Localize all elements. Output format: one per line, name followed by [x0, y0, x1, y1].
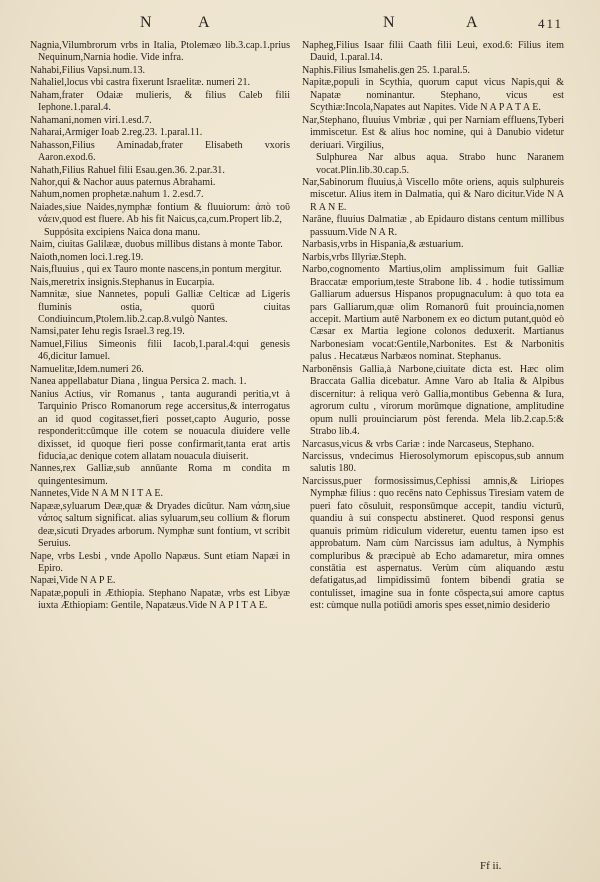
dictionary-entry: Nagnia,Vilumbrorum vrbs in Italia, Ptolemæo lib.3.cap.1.prius Nequinum,Narnia hodie. Vide infra.: [30, 40, 290, 64]
dictionary-entry: Nais,fluuius , qui ex Tauro monte nascens,in pontum mergitur.: [30, 264, 282, 276]
dictionary-entry: Nanea appellabatur Diana , lingua Persica 2. mach. 1.: [30, 376, 247, 388]
dictionary-entry: Narbonēnsis Gallia,à Narbone,ciuitate dicta est. Hæc olim Braccata Gallia dicebatur. Amne Varo ab Italia & Alpibus discernitur: à reliqua verò Gallia,montibus Gebenna & Iura, agrorum cultu , virorum morūmque dignatione, amplitudine opum nulli prouinciarum pòst ferenda. Mela lib.2.cap.5:& Strabo lib.4.: [302, 363, 564, 438]
header-letter: A: [466, 14, 480, 31]
dictionary-entry: Narcissus, vndecimus Hierosolymorum episcopus,sub annum salutis 180.: [302, 450, 564, 475]
dictionary-entry: Naioth,nomen loci.1.reg.19.: [30, 251, 144, 263]
dictionary-entry: Nahaliel,locus vbi castra fixerunt Israelitæ. numeri 21.: [30, 77, 251, 89]
dictionary-entry: Namuelitæ,Idem.numeri 26.: [30, 363, 144, 375]
dictionary-entry: Namsi,pater Iehu regis Israel.3 reg.19.: [30, 326, 185, 338]
dictionary-entry: Narcissus,puer formosissimus,Cephissi amnis,& Liriopes Nymphæ filius : quo recēns nato Cephissus Tiresiam vatem de pueri fato cōsuluit, responsūmque accepit, tandiu victurū, quandiu à sui conspectu abstineret. Quod responsi genus quanuis primùm ridiculum videretur, euentu tamen ipso est approbatum. Nam cùm Narcissus iam adultus, à Nymphis compluribus & præcipuè ab Echo adamaretur, mira omnes constātia est aspernatus. Verùm cùm aliquando æstu defatigatus,ad limpidissimū fontem bibendi gratia se contulisset, imagine sua in fonte cōspecta,sui amore captus est: cùmque nulla potiūdi amoris spes esset,nimio desiderio: [302, 475, 564, 612]
dictionary-entry: Narbo,cognomento Martius,olim amplissimum fuit Galliæ Braccatæ emporium,teste Strabone lib. 4 . hodie tutissimum Galliarum aduersus Hispanos propugnaculum: à quo tota ea pars Galliarum,quæ olim Romanorū fuit prouincia,nomen accepit. Martium autē Narbonem ex eo dictum putant,quòd eò Cæsar ex Martia legione colonos deduxerit. Martianus Narbonesiam vocat:Gentile,Narbonites. Est & Narbonitis palus . Hecatæus Narbæos nominat. Stephanus.: [302, 264, 564, 363]
dictionary-entry: Naham,frater Odaiæ mulieris, & filius Caleb filii Iephone.1.paral.4.: [30, 89, 290, 114]
dictionary-entry: Nar,Stephano, fluuius Vmbriæ , qui per Narniam effluens,Tyberi immiscetur. Est & alius hoc nomine, qui à Danubio videtur deriuari. Virgilius,: [302, 114, 564, 151]
dictionary-entry: Namuel,Filius Simeonis filii Iacob,1.paral.4:qui genesis 46,dicitur Iamuel.: [30, 338, 290, 363]
dictionary-entry: Napææ,syluarum Deæ,quæ & Dryades dicūtur. Nam νάπη,siue νάπος saltum significat. alias syluarum,seu collium & florum deæ,sicuti Dryades arborum. Nymphæ sunt fontium, vt scribit Seruius.: [30, 500, 290, 550]
dictionary-entry: Nahath,Filius Rahuel filii Esau.gen.36. 2.par.31.: [30, 164, 225, 176]
right-column: [302, 40, 564, 613]
dictionary-entry: Nahor,qui & Nachor auus paternus Abrahami.: [30, 176, 216, 188]
dictionary-entry: Namnitæ, siue Nannetes, populi Galliæ Celticæ ad Ligeris fluminis ostia, quorū ciuitas Condiuincum,Ptolem.lib.2.cap.8.vulgò Nantes.: [30, 289, 290, 325]
signature-mark: Ff ii.: [480, 860, 502, 872]
dictionary-entry: Napæi,Vide N A P E.: [30, 575, 116, 587]
header-letter: A: [198, 14, 212, 31]
dictionary-entry: Nannetes,Vide N A M N I T A E.: [30, 488, 164, 500]
left-column: [30, 40, 290, 613]
dictionary-entry: Nahabi,Filius Vapsi.num.13.: [30, 64, 146, 76]
header-letter: N: [140, 14, 154, 31]
dictionary-entry: Narbasis,vrbs in Hispania,& æstuarium.: [302, 239, 464, 251]
dictionary-entry: Nar,Sabinorum fluuius,à Viscello mōte oriens, aquis sulphureis miscetur. Alius item in Dalmatia, qui & Naro dicitur.Vide N A R A N E.: [302, 176, 564, 213]
dictionary-entry: Narcasus,vicus & vrbs Cariæ : inde Narcaseus, Stephano.: [302, 438, 535, 450]
dictionary-entry: Naiades,siue Naides,nymphæ fontium & fluuiorum: ἀπὸ τοῦ νάειν,quod est fluere. Ab his fit Naicus,ca,cum.Propert lib.2,: [30, 201, 290, 226]
dictionary-entry: Narāne, fluuius Dalmatiæ , ab Epidauro distans centum millibus passuum.Vide N A R.: [302, 214, 564, 238]
dictionary-entry: Nahum,nomen prophetæ.nahum 1. 2.esd.7.: [30, 189, 204, 201]
dictionary-entry: Nahasson,Filius Aminadab,frater Elisabeth vxoris Aaron.exod.6.: [30, 139, 290, 164]
dictionary-entry: Nahamani,nomen viri.1.esd.7.: [30, 114, 152, 126]
dictionary-entry: Nanius Actius, vir Romanus , tanta augurandi peritia,vt à Tarquinio Prisco Romanorum rege accersitus,& interrogatus an id quod cogitasset,fieri posset,capto Augurio, posse responderit:cūmque ille cotem se nouacula diuidere velle dixisset, id quoque fieri posse confirmarit,tanta erat artis fiducia,ac denique cotem allatam nouacula diuiserit.: [30, 388, 290, 462]
page-number: 411: [538, 16, 564, 31]
verse-quotation: Sulphurea Nar albus aqua. Strabo hunc Naranem vocat.Plin.lib.30.cap.5.: [316, 152, 564, 176]
dictionary-entry: Naphis.Filius Ismahelis.gen 25. 1.paral.5.: [302, 64, 470, 76]
dictionary-entry: Nais,meretrix insignis.Stephanus in Eucarpia.: [30, 276, 215, 288]
dictionary-entry: Nape, vrbs Lesbi , vnde Apollo Napæus. Sunt etiam Napæi in Epiro.: [30, 550, 290, 575]
dictionary-entry: Napheg,Filius Isaar filii Caath filii Leui, exod.6: Filius item Dauid, 1.paral.14.: [302, 40, 564, 64]
dictionary-entry: Nannes,rex Galliæ,sub annūante Roma m condita m quingentesimum.: [30, 463, 290, 487]
header-letter: N: [383, 14, 397, 31]
dictionary-entry: Naharai,Armiger Ioab 2.reg.23. 1.paral.11.: [30, 127, 203, 139]
dictionary-entry: Narbis,vrbs Illyriæ.Steph.: [302, 251, 407, 263]
dictionary-entry: Napatæ,populi in Æthiopia. Stephano Napatæ, vrbs est Libyæ iuxta Æthiopiam: Gentile, Napatæus.Vide N A P I T A E.: [30, 587, 290, 612]
running-header: [0, 14, 600, 38]
verse-quotation: Suppósita excipiens Naica dona manu.: [44, 226, 201, 238]
dictionary-entry: Naim, ciuitas Galilææ, duobus millibus distans à monte Tabor.: [30, 239, 283, 251]
dictionary-entry: Napitæ,populi in Scythia, quorum caput vicus Napis,qui & Napatæ nominantur. Stephano, vicus est Scythiæ:Incola,Napates aut Napites. Vide N A P A T A E.: [302, 77, 564, 114]
